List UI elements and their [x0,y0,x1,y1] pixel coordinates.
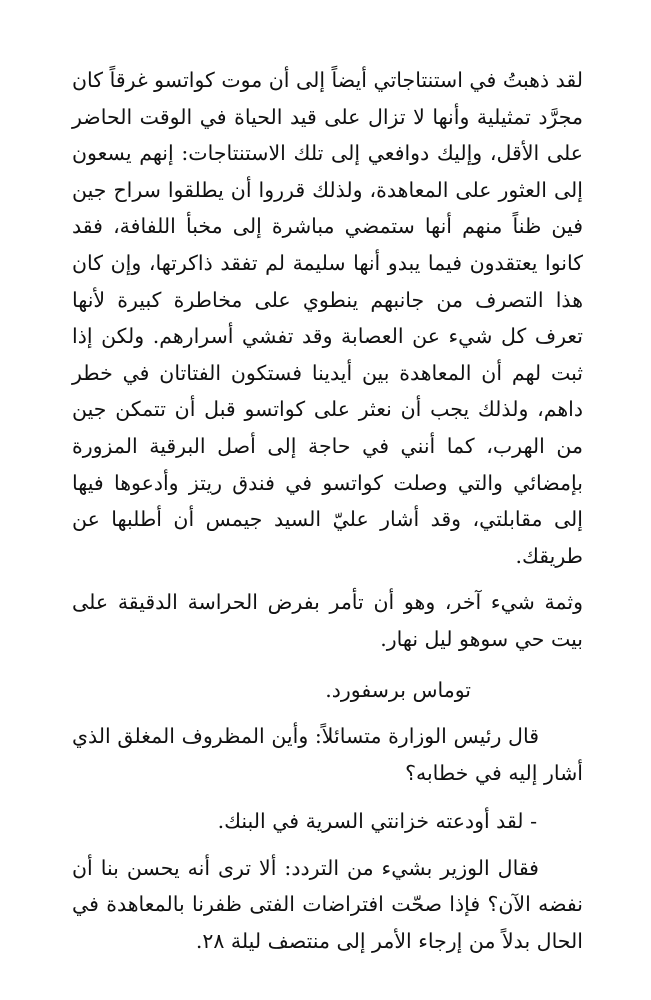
letter-signature: توماس برسفورد. [325,677,471,702]
minister-question-paragraph: قال رئيس الوزارة متسائلاً: وأين المظروف المغلق الذي أشار إليه في خطابه؟ [72,724,583,785]
dialogue-reply: - لقد أودعته خزانتي السرية في البنك. [217,809,537,834]
letter-paragraph-2: وثمة شيء آخر، وهو أن تأمر بفرض الحراسة الدقيقة على بيت حي سوهو ليل نهار. [72,590,583,651]
letter-paragraph-1: لقد ذهبتُ في استنتاجاتي أيضاً إلى أن موت كواتسو غرقاً كان مجرَّد تمثيلية وأنها لا تزال على قيد الحياة في الوقت الحاضر على الأقل، وإليك دوافعي إلى تلك الاستنتاجات: إنهم يسعون إلى العثور على المعاهدة، ولذلك قرروا أن يطلقوا سراح جين فين ظناً منهم أنها ستمضي مباشرة إلى مخبأ اللفافة، فقد كانوا يعتقدون فيما يبدو أنها سليمة لم تفقد ذاكرتها، وإن كان هذا التصرف من جانبهم ينطوي على مخاطرة كبيرة لأنها تعرف كل شيء عن العصابة وقد تفشي أسرارهم. ولكن إذا ثبت لهم أن المعاهدة بين أيدينا فستكون الفتاتان في خطر داهم، ولذلك يجب أن نعثر على كواتسو قبل أن تتمكن جين من الهرب، كما أنني في حاجة إلى أصل البرقية المزورة بإمضائي والتي وصلت كواتسو في فندق ريتز وأدعوها فيها إلى مقابلتي، وقد أشار عليّ السيد جيمس أن أطلبها عن طريقك. [72,68,583,568]
minister-reply-paragraph: فقال الوزير بشيء من التردد: ألا ترى أنه يحسن بنا أن نفضه الآن؟ فإذا صحّت افتراضات الفتى ظفرنا بالمعاهدة في الحال بدلاً من إرجاء الأمر إلى منتصف ليلة ٢٨. [72,855,583,954]
page-content [72,62,583,960]
